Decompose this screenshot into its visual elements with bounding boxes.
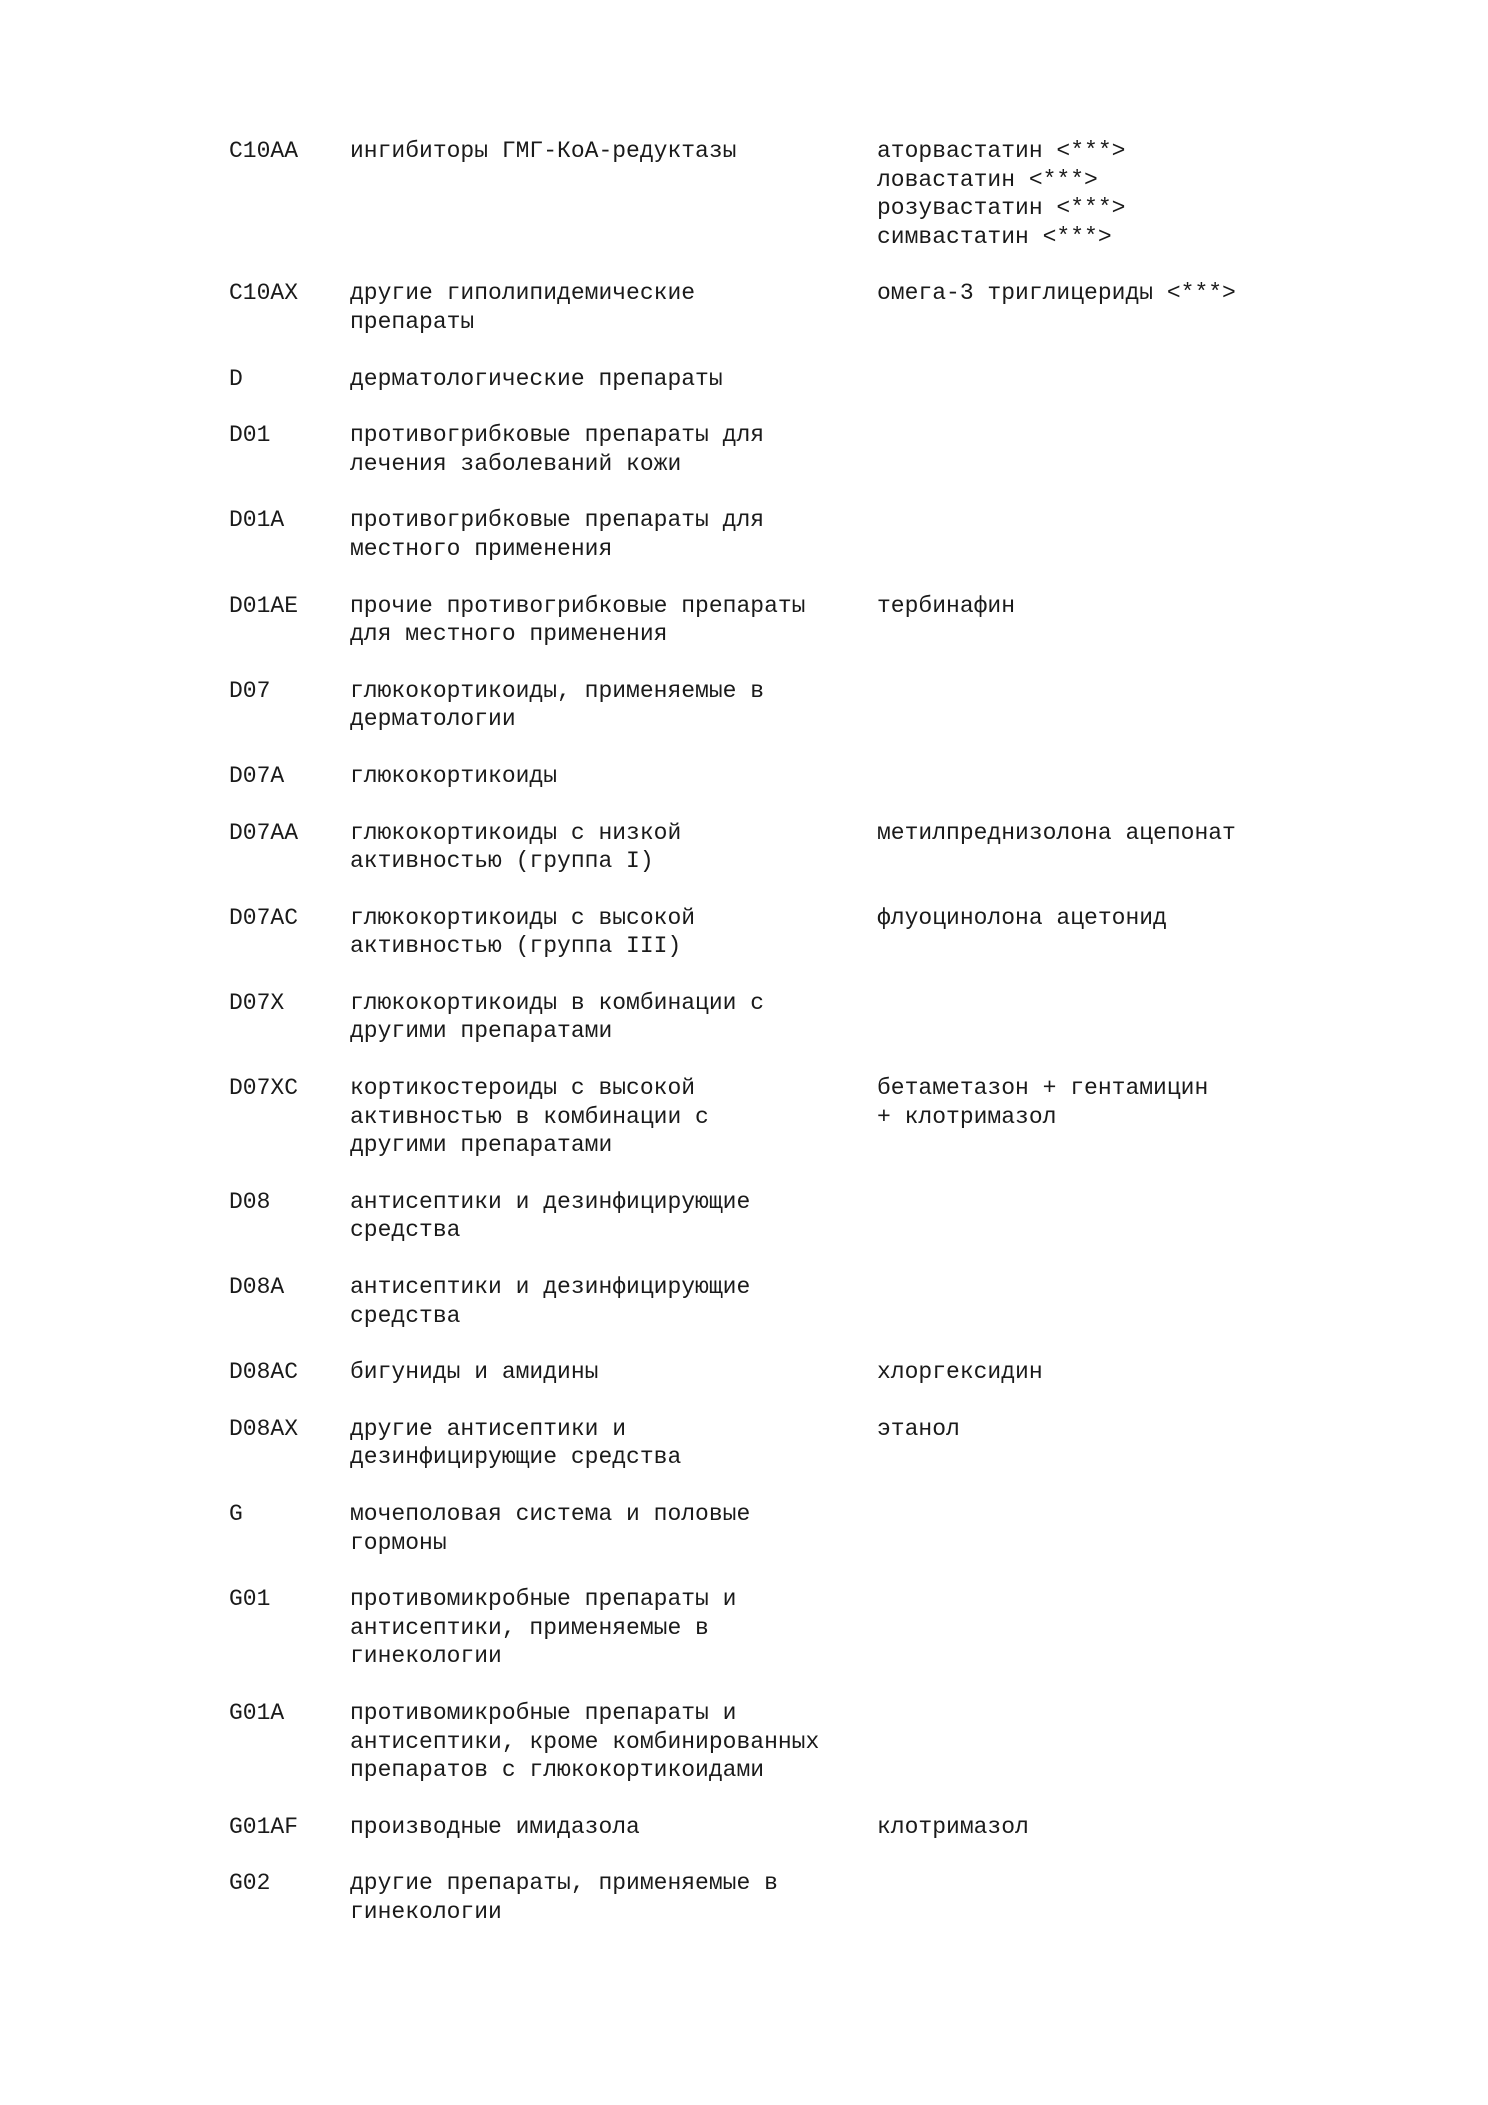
atc-code: D01 (229, 422, 271, 449)
group-name-line: противомикробные препараты и (350, 1586, 737, 1613)
group-name-line: другие препараты, применяемые в (350, 1870, 778, 1897)
table-row (229, 279, 1339, 336)
group-name-line: дезинфицирующие средства (350, 1444, 682, 1471)
group-name (350, 1074, 877, 1160)
table-row (229, 365, 1339, 394)
table-row (229, 1585, 1339, 1671)
drug-name: этанол (877, 1415, 960, 1442)
table-row (229, 506, 1339, 563)
drug-name: метилпреднизолона ацепонат (877, 819, 1236, 846)
group-name-line: прочие противогрибковые препараты (350, 592, 806, 619)
atc-code: C10AA (229, 138, 299, 164)
group-name-line: средства (350, 1302, 461, 1329)
atc-code: G01A (229, 1699, 285, 1726)
group-name-line: антисептики и дезинфицирующие (350, 1188, 751, 1215)
group-name-line: другими препаратами (350, 1018, 613, 1045)
table-row (229, 1699, 1339, 1785)
group-name-line: гормоны (350, 1529, 447, 1556)
table-row (229, 1415, 1339, 1472)
group-name-line: для местного применения (350, 621, 668, 648)
group-name-line: глюкокортикоиды с высокой (350, 904, 696, 931)
group-name-line: другие антисептики и (350, 1415, 627, 1442)
atc-code: G (229, 1501, 243, 1527)
table-row (229, 1188, 1339, 1245)
atc-code: D01AE (229, 592, 299, 619)
drug-list (877, 1074, 1339, 1131)
drug-name: флуоцинолона ацетонид (877, 904, 1167, 931)
group-name-line: мочеполовая система и половые (350, 1501, 751, 1527)
group-name-line: производные имидазола (350, 1813, 640, 1840)
table-row (229, 592, 1339, 649)
group-name-line: гинекологии (350, 1643, 502, 1670)
group-name (350, 421, 877, 478)
group-name-line: другими препаратами (350, 1132, 613, 1159)
group-name (350, 677, 877, 734)
table-row (229, 904, 1339, 961)
group-name-line: активностью в комбинации с (350, 1103, 709, 1130)
group-name (350, 1188, 877, 1245)
group-name (350, 279, 877, 336)
group-name-line: антисептики и дезинфицирующие (350, 1274, 751, 1301)
atc-code: D07X (229, 989, 285, 1016)
drug-name: клотримазол (877, 1813, 1029, 1840)
group-name (350, 989, 877, 1046)
group-name-line: глюкокортикоиды, применяемые в (350, 677, 765, 704)
group-name (350, 1358, 877, 1387)
table-row (229, 762, 1339, 791)
atc-code: G01AF (229, 1813, 299, 1840)
drug-name: розувастатин <***> (877, 195, 1126, 222)
group-name (350, 592, 877, 649)
group-name-line: дерматологические препараты (350, 365, 723, 392)
atc-code: D01A (229, 507, 285, 534)
group-name-line: противогрибковые препараты для (350, 422, 765, 449)
table-row (229, 819, 1339, 876)
group-name (350, 1813, 877, 1842)
atc-code: D07AC (229, 904, 299, 931)
group-name (350, 1699, 877, 1785)
group-name-line: антисептики, кроме комбинированных (350, 1728, 820, 1755)
group-name-line: дерматологии (350, 706, 516, 733)
table-row (229, 137, 1339, 251)
group-name (350, 1273, 877, 1330)
group-name-line: глюкокортикоиды (350, 762, 558, 789)
group-name-line: противомикробные препараты и (350, 1699, 737, 1726)
group-name-line: глюкокортикоиды с низкой (350, 819, 682, 846)
drug-name: + клотримазол (877, 1103, 1057, 1130)
atc-code: D07 (229, 677, 271, 704)
drug-list (877, 279, 1339, 308)
table-row (229, 1273, 1339, 1330)
group-name (350, 1585, 877, 1671)
group-name-line: средства (350, 1217, 461, 1244)
group-name-line: лечения заболеваний кожи (350, 450, 682, 477)
group-name (350, 1415, 877, 1472)
group-name-line: ингибиторы ГМГ-КоА-редуктазы (350, 138, 737, 164)
group-name (350, 1500, 877, 1557)
group-name-line: местного применения (350, 535, 613, 562)
drug-name: симвастатин <***> (877, 223, 1112, 250)
table-row (229, 421, 1339, 478)
table-row (229, 1500, 1339, 1557)
drug-list (877, 1358, 1339, 1387)
table-row (229, 677, 1339, 734)
table-row (229, 1358, 1339, 1387)
atc-code: D07XC (229, 1075, 299, 1102)
group-name (350, 137, 877, 166)
group-name (350, 365, 877, 394)
group-name (350, 506, 877, 563)
atc-code: G02 (229, 1870, 271, 1897)
drug-name: хлоргексидин (877, 1359, 1043, 1386)
group-name-line: препаратов с глюкокортикоидами (350, 1757, 765, 1784)
group-name (350, 904, 877, 961)
group-name (350, 819, 877, 876)
atc-code: C10AX (229, 280, 299, 307)
drug-list (877, 137, 1339, 251)
drug-name: тербинафин (877, 592, 1016, 619)
table-row (229, 989, 1339, 1046)
group-name-line: кортикостероиды с высокой (350, 1075, 696, 1102)
atc-code: D07A (229, 762, 285, 789)
group-name-line: активностью (группа III) (350, 933, 682, 960)
group-name-line: гинекологии (350, 1898, 502, 1925)
atc-code: G01 (229, 1586, 271, 1613)
atc-code: D08AX (229, 1415, 299, 1442)
group-name (350, 762, 877, 791)
group-name-line: антисептики, применяемые в (350, 1614, 709, 1641)
atc-code: D07AA (229, 819, 299, 846)
table-row (229, 1869, 1339, 1926)
group-name-line: другие гиполипидемические (350, 280, 696, 307)
atc-code: D08AC (229, 1359, 299, 1386)
drug-name: омега-3 триглицериды <***> (877, 280, 1236, 307)
drug-name: ловастатин <***> (877, 166, 1098, 193)
drug-name: бетаметазон + гентамицин (877, 1075, 1209, 1102)
group-name-line: противогрибковые препараты для (350, 507, 765, 534)
drug-list (877, 1813, 1339, 1842)
drug-list (877, 592, 1339, 621)
drug-name: аторвастатин <***> (877, 138, 1126, 164)
drug-list (877, 1415, 1339, 1444)
drug-list (877, 904, 1339, 933)
table-row (229, 1074, 1339, 1160)
atc-code: D08A (229, 1274, 285, 1301)
group-name-line: глюкокортикоиды в комбинации с (350, 989, 765, 1016)
group-name (350, 1869, 877, 1926)
atc-code: D (229, 365, 243, 392)
medication-classification-table (229, 137, 1339, 1955)
group-name-line: активностью (группа I) (350, 848, 654, 875)
group-name-line: бигуниды и амидины (350, 1359, 599, 1386)
group-name-line: препараты (350, 308, 475, 335)
atc-code: D08 (229, 1188, 271, 1215)
drug-list (877, 819, 1339, 848)
table-row (229, 1813, 1339, 1842)
